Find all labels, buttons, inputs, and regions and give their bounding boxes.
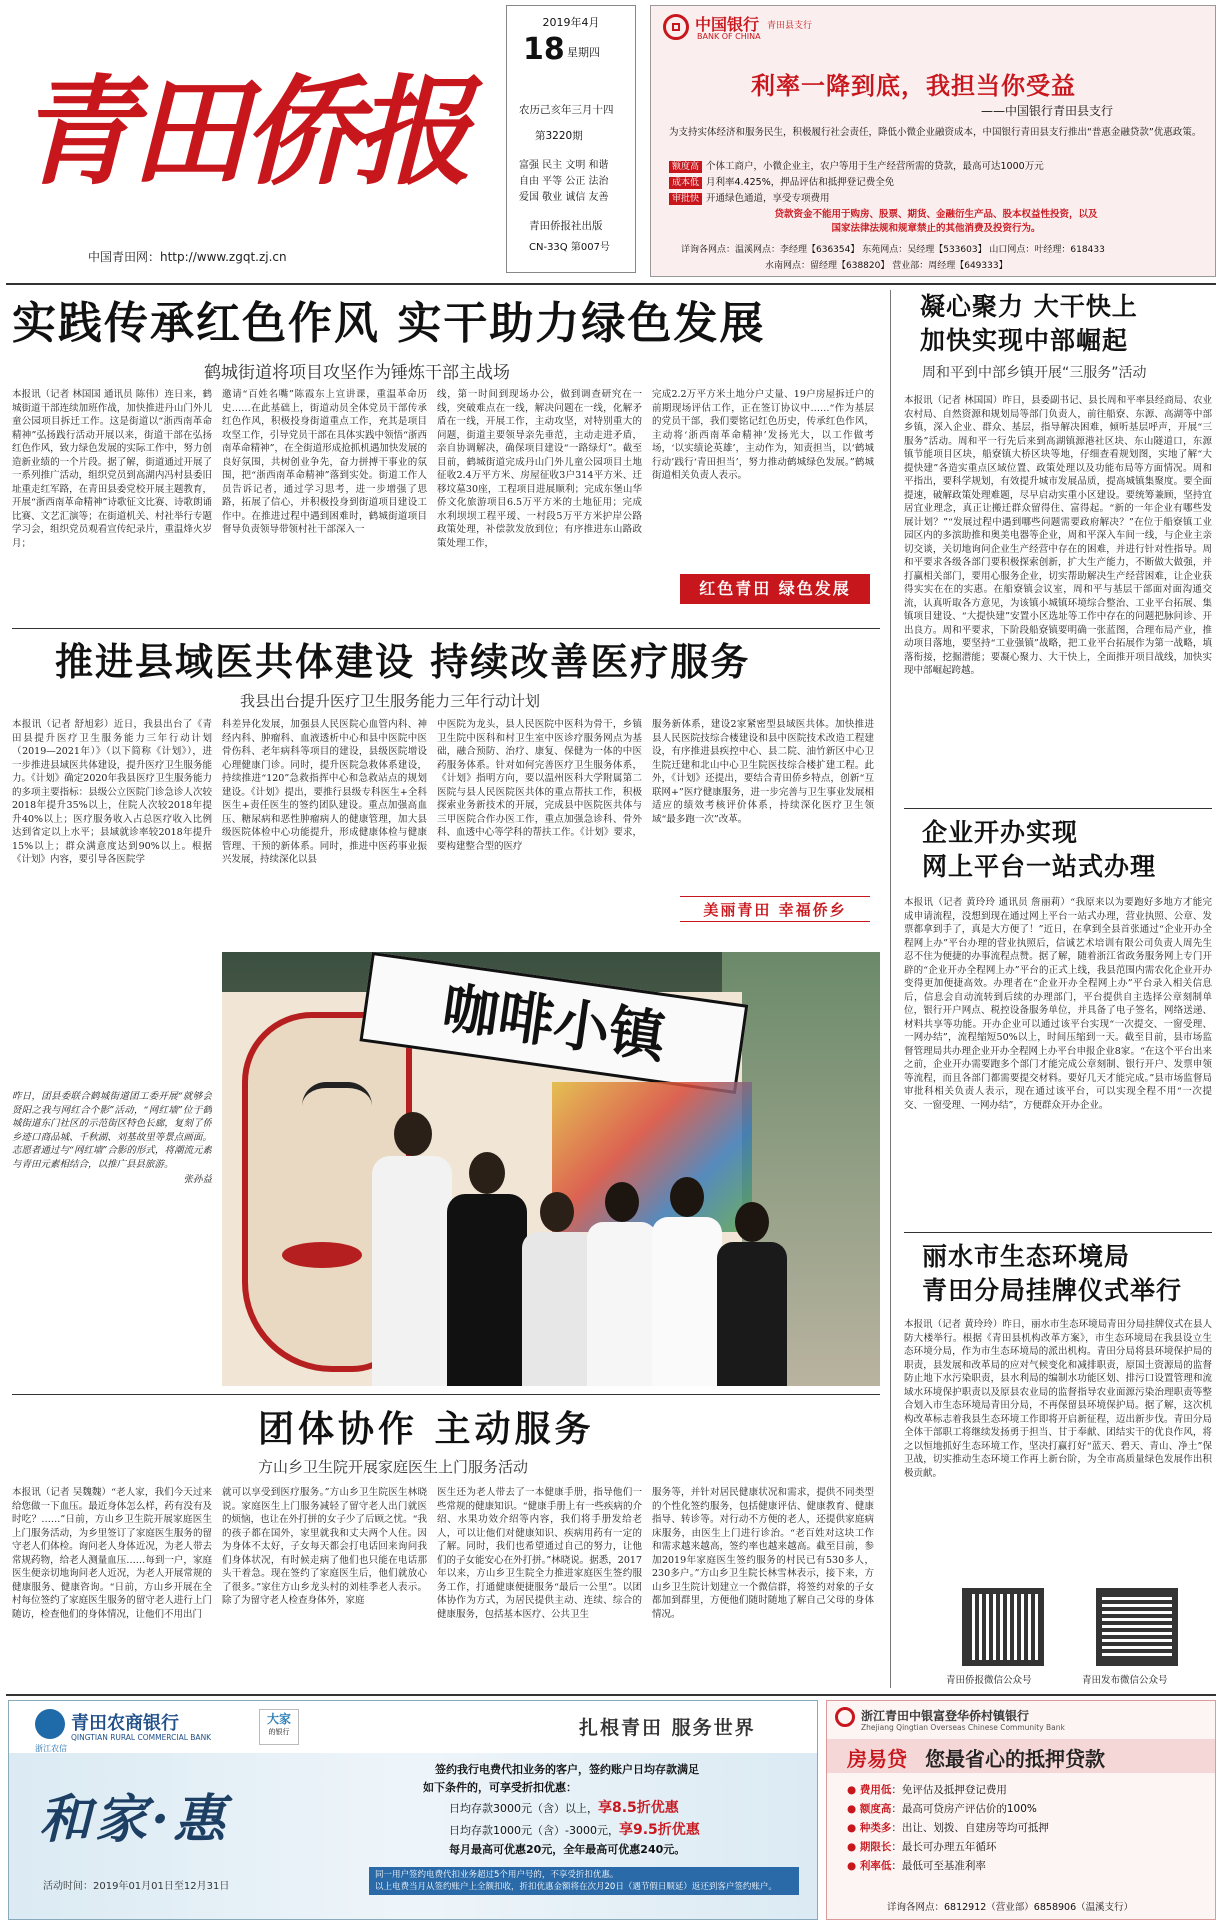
website-url[interactable]: 中国青田网：http://www.zgqt.zj.cn [88,250,287,264]
qr-label-1: 青田侨报微信公众号 [946,1675,1032,1686]
article1-col1: 本报讯（记者 林国国 通讯员 陈伟）连日来，鹤城街道干部连续加班作战，加快推进丹山门外儿童公园项目拆迁工作。这是街道以“浙西南革命精神”弘扬践行活动开展以来，街道干部在弘扬红色作风，致力绿色发展的实际工作中，努力创造新业绩的一个片段。据了解，街道通过开展了一系列推广活动，组织党员到高湖内冯村县委旧址重走红军路，在青田县委党校开展主题教育，开展“浙西南革命精神”诗歌征文比赛、诗歌朗诵比赛、文艺汇演等；在街道机关、村社举行专题学习会，组织党员观看宣传纪录片，重温烽火岁月； [12,389,212,549]
publisher: 青田侨报社出版 [529,220,603,232]
boc-intro: 为支持实体经济和服务民生，积极履行社会责任，降低小微企业融资成本，中国银行青田县支行推出“普惠金融贷款”优惠政策。 [669,127,1202,138]
person-3 [522,1192,592,1386]
right2-text: 本报讯（记者 黄玲玲 通讯员 詹丽莉）“我原来以为要跑好多地方才能完成申请流程，没想到现在通过网上平台一站式办理，营业执照、公章、发票都拿到手了，真是大方便了！”近日，在拿到全县首张通过“企业开办全程网上办”平台办理的营业执照后，信诚艺术培训有限公司负责人周先生忍不住为便捷的办事流程点赞。据了解，随着浙江省政务服务网上专门开辟的“企业开办全程网上办”平台的正式上线，我县范围内需农化企业开办变得更加便捷高效。办理者在“企业开办全程网上办”平台录入相关信息后，信息会自动流转到后续的办理部门，平台提供自主选择公章刻制单位，银行开户网点、税控设备服务单位，并具备了电子签名，网络送递、材料共享等功能。开办企业可以通过该平台实现“一次提交、一窗受理、一网办结”，流程缩短50%以上，时间压缩到一天。截至目前，县市场监督管理局共办理企业开办全程网上办平台申报企业8家。“在这个平台出来之前，企业开办需要跑多个部门才能完成公章刻制、银行开户、发票申领等流程，而且各部门都需要提交材料。要好几天才能完成。”县市场监督局审批科相关负责人表示，现在通过该平台，可以实现全程不用“一次提交、一窗受理、一网办结”，方便群众开办企业。 [904,897,1212,1111]
photo-caption: 昨日，团县委联合鹤城街道团工委开展“就够会贤阳之我与网红合个影”活动，“网红墙”位于鹤城街道东门社区的示范街区特色长廊，复刻了侨乡迹口商品城、千秋湖、刘基故里等景点画面。志愿者通过与“网红墙”合影的形式，将潮流元素与青田元素相结合，以推广县县旅游。 [12,1091,212,1170]
photo-credit: 张孙益 [183,1174,212,1185]
article1-col4: 完成2.2万平方米土地分户丈量、19户房屋拆迁户的前期现场评估工作，正在签订协议中……“作为基层的党员干部，我们要铭记红色历史，传承红色作风，主动将‘浙西南革命精神’发扬光大，以工作做考场，‘以实绩论英雄’，主动作为，知责担当，以‘鹤城行动’践行‘青田担当’，努力推动鹤城绿色发展。”鹤城街道相关负责人表示。 [652,389,874,481]
right1-text: 本报讯（记者 林国国）昨日，县委副书记、县长周和平率县经商局、农业农村局、自然资源和规划局等部门负责人，前往船寮、东源、高湖等中部乡镇，深入企业、群众、基层，指导解决困难，倾听基层呼声，开展“三服务”活动。周和平一行先后来到高湖镇源港社区块、东山隧道口，东源镇节能项目区块，船寮镇大桥区块等地，仔细查看规划图，实地了解“大提快建”各造实重点区域位置、政策处理以及功能布局等方面情况。周和平指出，要科学规划，有效提升城市发展品质，提高城镇集聚度。要全面提速，破解政策处理难题，尽早启动实重小区建设。要统筹兼顾，坚持宜居宜业理念，真正让搬迁群众留得住、富得起。“新的一年企业有哪些发展计划？”“发展过程中遇到哪些问题需要政府解决？”在位于船寮镇工业园区内的多滨助推和奥美电器等企业，周和平深入车间一线，与企业主亲切交谈，关切地询问企业生产经营中存在的困难，并进行针对性指导。周和平要求各级各部门要积极探索创新，扩大生产能力，不断做大做强，并打赢相关部门，要用心服务企业，切实帮助解决生产经营困难，让企业获得实实在在的实惠。在船寮镇会议室，周和平与基层干部面对面沟通交流，认真听取各方意见，为该镇小城镇环境综合整治、工业平台拓展、集镇项目建设、“大提快建”安置小区选址等工作中存在的问题把脉问诊、开出良方。周和平要求，下阶段船寮镇要明确一张蓝图，合理布局产业，推动项目落地，要坚持“工业强镇”战略，把工业平台拓展作为第一战略，填落衔接，挖掘潜能；要凝心聚力、大干快上，全面推开项目战线，加快实现中部崛起跨越。 [904,395,1212,676]
article3-subtitle: 方山乡卫生院开展家庭医生上门服务活动 [258,1458,529,1476]
right2-title-line1: 企业开办实现 [922,818,1079,847]
rcb-line2: 如下条件的，可享受折扣优惠： [423,1781,577,1794]
right2-title-line2: 网上平台一站式办理 [922,852,1157,881]
qr-code-1[interactable] [962,1588,1044,1666]
right3-title-line2: 青田分局挂牌仪式举行 [922,1276,1183,1305]
article3-title: 团体协作 主动服务 [258,1408,595,1450]
rcb-line4: 日均存款1000元（含）-3000元，享9.5折优惠 [449,1822,700,1838]
boc-contacts-2: 水南网点：留经理【638820】 营业部：周经理【649333】 [765,261,1008,271]
masthead-rule [6,283,1216,285]
cvb-headline: 您最省心的抵押贷款 [925,1747,1105,1771]
rcb-name: 青田农商银行 [71,1713,179,1734]
core-values-2: 自由 平等 公正 法治 [519,176,609,187]
article3-col4: 服务等，并针对居民健康状况和需求，提供不同类型的个性化签约服务，包括健康评估、健康教育、健康指导、转诊等。对行动不方便的老人，还提供家庭病床服务，由医生上门进行诊治。“老百姓对这块工作和需求越来越高，签约率也越来越高。截至目前，参加2019年家庭医生签约服务的村民已有530多人，230多户。”方山乡卫生院长林雪林表示，接下来，方山乡卫生院计划建立一个微信群，将签约对象的子女都加到群里，方便他们随时随地了解自己父母的身体情况。 [652,1487,874,1620]
rcb-notes: 同一用户签约电费代扣业务超过5个用户号的，不享受折扣优惠。 以上电费当月从签约账户上全额扣收，折扣优惠金额将在次月20日（遇节假日顺延）返还到客户签约账户。 [369,1867,799,1895]
cvb-contact: 详询各网点：6812912（营业部）6858906（温溪支行） [887,1902,1134,1913]
boc-item-1: 额度高 个体工商户，小微企业主，农户等用于生产经营所需的贷款，最高可达1000万元 [669,158,1044,172]
cvb-name: 浙江青田中银富登华侨村镇银行 [861,1709,1030,1723]
boc-branch: 青田县支行 [767,21,813,31]
rcb-slogan: 扎根青田 服务世界 [579,1717,756,1739]
boc-name: 中国银行 [695,15,760,34]
right1-rule [904,808,1212,809]
cn-code: CN-33Q 第007号 [529,242,610,253]
person-6 [717,1202,787,1386]
weekday: 星期四 [567,46,600,59]
right2-rule [904,1232,1212,1233]
article1-col3: 线，第一时间到现场办公，做到调查研究在一线，突破难点在一线，解决问题在一线，化解矛盾在一线，开展工作，主动攻坚，对特别重大的问题，街道主要领导亲先垂范，主动走进矛盾，亲自协调解决，确保项目建设“一路绿灯”。截至目前，鹤城街道完成丹山门外儿童公园项目土地征收2.4万平方米、房屋征收3户314平方米、迁移坟墓30座，工程项目进展顺利；完成东堡山华侨文化旅游项目6.5万平方米的土地征用；完成水利坝坝工程平瑷、一村段5万平方米护岸公路政策处理，补偿款发放到位；有序推进东山路政策处理工作， [437,389,642,549]
photo-rule [12,1394,880,1395]
news-photo [222,952,880,1386]
person-4 [587,1182,657,1386]
boc-headline: 利率一降到底，我担当你受益 [751,71,1076,100]
cvb-ad[interactable] [826,1700,1216,1920]
person-1 [372,1112,452,1386]
article1-col2: 邀请“百姓名嘴”陈霞东上宣讲课，重温革命历史……在此基础上，街道动员全体党员干部传承红色作风，积极投身街道重点工作，充其是项目攻坚工作，引导党员干部在具体实践中领悟“浙西南革命精神”，在全街道形成抢抓机遇加快发展的良好氛围，共树创业争先，奋力拼搏干事业的氛围，把“浙西南革命精神”落到实处。街道工作人员告诉记者，通过学习思考，进一步增强了思路，拓展了信心，并积极投身到街道项目建设工作中。在推进过程中遇到困难时，鹤城街道项目督导负责领导带领村社干部深入一 [222,389,427,535]
article1-badge: 红色青田 绿色发展 [680,574,870,604]
cvb-items [847,1781,1207,1876]
right3-text: 本报讯（记者 黄玲玲）昨日，丽水市生态环境局青田分局挂牌仪式在县人防大楼举行。根据《青田县机构改革方案》，市生态环境局在我县设立生态环境分局，作为市生态环境局的派出机构。青田分局将县环境保护局的职责，县发展和改革局的应对气候变化和减排职责，原国土资源局的监督防止地下水污染职责，县水利局的编制水功能区划、排污口设置管理和流域水环境保护职责以及原县农业局的监督指导农业面源污染治理职责等整合划入市生态环境局青田分局，不再保留县环境保护局。据了解，这次机构改革标志着我县生态环境工作即将开启新征程，迈出新步伐。青田分局全体干部职工将继续发扬勇于担当、甘于奉献、团结实干的优良作风，将之以恒地抓好生态环境工作，坚决打赢打好“蓝天、碧天、青山、净土”保卫战，切实推动生态环境工作再上新台阶，为全市高质量绿色发展作出积极贡献。 [904,1319,1212,1479]
person-2 [447,1152,527,1386]
core-values-3: 爱国 敬业 诚信 友善 [519,192,609,203]
rcb-ad[interactable] [8,1700,818,1920]
article2-title: 推进县域医共体建设 持续改善医疗服务 [55,639,751,684]
rcb-sublogo: 浙江农信 [35,1744,67,1753]
boc-en: BANK OF CHINA [697,32,761,41]
cvb-item: ● 额度高：最高可贷房产评估价的100% [847,1803,1037,1815]
right-column-divider [890,290,891,1688]
rcb-en: QINGTIAN RURAL COMMERCIAL BANK [71,1733,212,1742]
right1-subtitle: 周和平到中部乡镇开展“三服务”活动 [922,365,1147,381]
boc-contacts-1: 详询各网点：温溪网点：李经理【636354】 东苑网点：吴经理【533603】 山口网点：叶经理：618433 [681,245,1105,255]
cvb-item: ● 期限长：最长可办理五年循环 [847,1841,997,1853]
cafe-sign-text: 咖啡小镇 [438,974,670,1072]
date-year-month: 2019年4月 [542,16,600,29]
rcb-line3: 日均存款3000元（含）以上，享8.5折优惠 [449,1800,679,1816]
bottom-ad-rule [6,1694,1216,1696]
date-box [506,5,636,273]
qr-code-2[interactable] [1096,1588,1178,1666]
photo-caption-block [12,1090,212,1310]
article3-col1: 本报讯（记者 吴魏魏）“老人家，我们今天过来给您做一下血压。最近身体怎么样，药有没有及时吃？……”日前，方山乡卫生院开展家庭医生上门服务活动，为乡里签订了家庭医生服务的留守老人们体检。询问老人身体近况，为老人带去常规药物，给老人测量血压……每到一户，家庭医生便亲切地询问老人近况，为老人开展常规的健康服务、健康咨询。“日前，方山乡开展在全村每位签约了家庭医生服务的留守老人进行上门随访，检查他们的身体情况，让他们不用出门 [12,1487,212,1620]
cvb-en: Zhejiang Qingtian Overseas Chinese Community Bank [861,1723,1065,1732]
rcb-logo-icon [35,1709,65,1739]
article1-rule [12,628,880,629]
cvb-item: ● 利率低：最低可至基准利率 [847,1860,986,1872]
rcb-period: 活动时间：2019年01月01日至12月31日 [43,1881,230,1892]
article2-col2: 科差异化发展，加强县人民医院心血管内科、神经内科、肿瘤科、血液透析中心和县中医院中医骨伤科、老年病科等项目的建设，县级医院增设心理健康门诊。同时，提升医院急救体系建设，持续推进“120”急救指挥中心和急救站点的规划建设。《计划》提出，要推行县级专科医生+全科医生+责任医生的签约团队建设。重点加强高血压、糖尿病和恶性肿瘤病人的健康管理，加大县级医院体检中心功能提升，形成健康体检与健康管理、干预的新体系。同时，推进中医药事业振兴发展，持续深化以县 [222,719,427,865]
rcb-line5: 每月最高可优惠20元，全年最高可优惠240元。 [449,1843,686,1856]
article2-badge: 美丽青田 幸福侨乡 [680,896,870,922]
date-day: 18 [523,32,565,67]
boc-byline: ——中国银行青田县支行 [981,104,1114,118]
article2-col4: 服务新体系，建设2家紧密型县域医共体。加快推进县人民医院技综合楼建设和县中医院技术改造工程建设，有序推进县疾控中心、县二院、油竹新区中心卫生院迁建和北山中心卫生院医技综合楼扩建工程。此外，《计划》还提出，要结合青田侨乡特点，创新“互联网+”医疗健康服务，进一步完善与卫生事业发展相适应的绩效考核评价体系，持续深化医疗卫生领域“最多跑一次”改革。 [652,719,874,825]
article2-col3: 中医院为龙头，县人民医院中医科为骨干，乡镇卫生院中医科和村卫生室中医诊疗服务网点为基础，融合预防、治疗、康复、保健为一体的中医药服务体系。针对如何完善医疗卫生服务体系，《计划》指明方向，要以温州医科大学附属第二医院与县人民医院医共体的重点帮扶工作，积极探索业务新技术的开展，完成县中医院医共体与三甲医院合作办医工作，重点加强急诊科、骨外科、血透中心等学科的帮扶工作。《计划》要求，要构建整合型的医疗 [437,719,642,852]
boc-logo-icon [663,14,689,40]
boc-notice: 贷款资金不能用于购房、股票、期货、金融衍生产品、股本权益性投资，以及国家法律法规和规章禁止的其他消费及投资行为。 [774,209,1098,234]
qr-label-2: 青田发布微信公众号 [1082,1675,1168,1686]
cvb-item: ● 费用低：免评估及抵押登记费用 [847,1784,1007,1796]
cvb-logo-icon [835,1707,855,1727]
right1-title-line2: 加快实现中部崛起 [920,326,1129,355]
right1-title-line1: 凝心聚力 大干快上 [920,292,1138,321]
article3-col3: 医生还为老人带去了一本健康手册，指导他们一些常规的健康知识。“健康手册上有一些疾病的介绍、水果功效介绍等内容，我们将手册发给老人，可以让他们对健康知识、疾病用药有一定的了解。同时，我们也希望通过自己的努力，让他们的子女能安心在外打拼。”林晓说。据悉，2017年以来，方山乡卫生院全力推进家庭医生签约服务工作，打通健康便捷服务“最后一公里”。以团体协作为方式，为居民提供主动、连续、综合的健康服务，包括基本医疗、公共卫生 [437,1487,642,1620]
article1-subtitle: 鹤城街道将项目攻坚作为锤炼干部主战场 [204,363,510,383]
newspaper-logo: 青田侨报 [18,62,467,201]
person-5 [652,1177,722,1386]
right3-title-line1: 丽水市生态环境局 [922,1242,1131,1271]
lunar-date: 农历己亥年三月十四 [519,104,614,116]
cvb-product: 房易贷 [847,1747,907,1771]
article2-subtitle: 我县出台提升医疗卫生服务能力三年行动计划 [240,692,541,710]
masthead [0,0,1221,290]
boc-item-3: 审批快 开通绿色通道，享受专项费用 [669,190,830,204]
family-bank-logo: 大家 的银行 [259,1709,299,1745]
article2-col1: 本报讯（记者 舒旭彩）近日，我县出台了《青田县提升医疗卫生服务能力三年行动计划（2019—2021年）》（以下简称《计划》），进一步推进县域医共体建设，提升医疗卫生服务能力。《计划》确定2020年我县医疗卫生服务能力的多项主要指标：县级公立医院门诊急诊人次较2018年提升35%以上，住院人次较2018年提升40%以上；医疗服务收入占总医疗收入比例达到省定以上水平；县域就诊率较2018年提升15%以上；群众满意度达到90%以上。根据《计划》内容，要引导各医院学 [12,719,212,865]
boc-ad[interactable] [650,5,1216,277]
boc-item-2: 成本低 月利率4.425%，押品评估和抵押登记费全免 [669,174,894,188]
article3-col2: 就可以享受到医疗服务。”方山乡卫生院医生林晓说。家庭医生上门服务减轻了留守老人出门就医的烦恼，也让在外打拼的女子少了后顾之忧。“我的孩子都在国外，家里就我和丈夫两个人住。因为身体不太好，子女每天都会打电话回来询问我们身体状况，有时候走病了他们也只能在电话那头干着急。现在签约了家庭医生后，他们就放心了很多。”家住方山乡龙头村的刘桂季老人表示。除了为留守老人检查身体外，家庭 [222,1487,427,1606]
cvb-item: ● 种类多：出让、划拨、自建房等均可抵押 [847,1822,1049,1834]
issue-number: 第3220期 [535,130,583,142]
rcb-big-text: 和家·惠 [39,1789,230,1850]
core-values-1: 富强 民主 文明 和谐 [519,160,609,171]
rcb-line1: 签约我行电费代扣业务的客户，签约账户日均存款满足 [435,1763,699,1776]
article1-title: 实践传承红色作风 实干助力绿色发展 [12,298,766,349]
